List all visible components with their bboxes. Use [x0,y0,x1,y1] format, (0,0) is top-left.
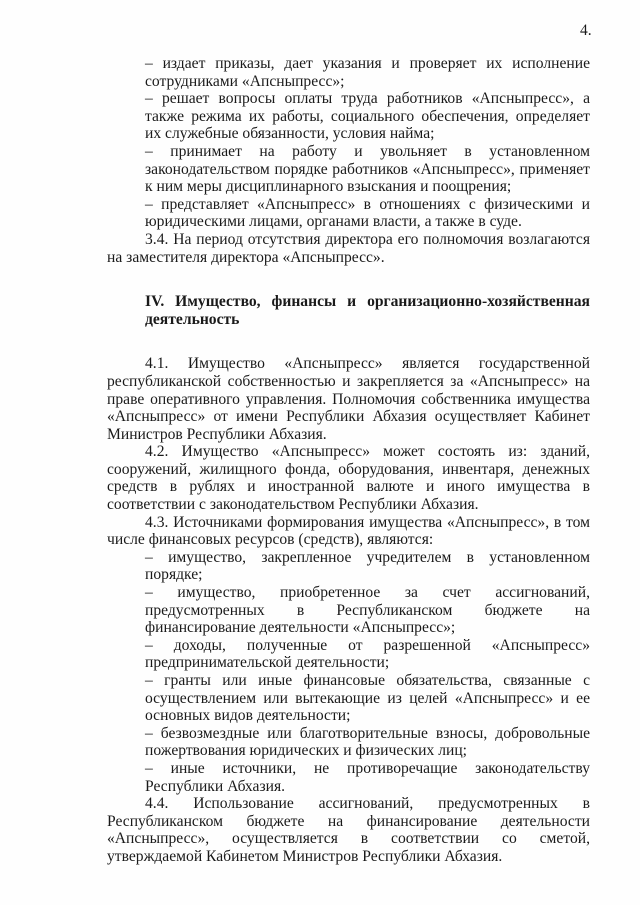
list-item: – принимает на работу и увольняет в установленном законодательством порядке работников «Апсныпресс», применяет к ним меры дисциплинарного взыскания и поощрения; [145,142,590,196]
list-item: – иные источники, не противоречащие законодательству Республики Абхазия. [145,759,590,795]
paragraph-4-4: 4.4. Использование ассигнований, предусмотренных в Республиканском бюджете на финансирование деятельности «Апсныпресс», осуществляется в соответствии со сметой, утверждаемой Кабинетом Министров Республики Абхазия. [107,795,590,865]
list-item: – доходы, полученные от разрешенной «Апсныпресс» предпринимательской деятельности; [145,636,590,672]
list-item: – имущество, приобретенное за счет ассигнований, предусмотренных в Республиканском бюджете на финансирование деятельности «Апсныпресс»; [145,584,590,637]
list-item: – безвозмездные или благотворительные взносы, добровольные пожертвования юридических и физических лиц; [145,724,590,760]
section-heading: IV. Имущество, финансы и организационно-хозяйственная деятельность [145,293,590,328]
paragraph-4-1: 4.1. Имущество «Апсныпресс» является государственной республиканской собственностью и закрепляется за «Апсныпресс» на праве оперативного управления. Полномочия собственника имущества «Апсныпресс» от имени Республики Абхазия осуществляет Кабинет Министров Республики Абхазия. [107,355,590,443]
paragraph-4-3: 4.3. Источниками формирования имущества «Апсныпресс», в том числе финансовых ресурсов (средств), являются: [107,513,590,549]
paragraph-4-2: 4.2. Имущество «Апсныпресс» может состоять из: зданий, сооружений, жилищного фонда, оборудования, инвентаря, денежных средств в рублях и иностранной валюте и иного имущества в соответствии с законодательством Республики Абхазия. [107,443,590,514]
list-item: – издает приказы, дает указания и проверяет их исполнение сотрудниками «Апсныпресс»; [145,55,590,90]
page-number: 4. [580,22,592,39]
list-item: – имущество, закрепленное учредителем в установленном порядке; [145,548,590,584]
list-item: – представляет «Апсныпресс» в отношениях с физическими и юридическими лицами, органами власти, а также в суде. [145,195,590,231]
paragraph-3-4: 3.4. На период отсутствия директора его полномочия возлагаются на заместителя директора «Апсныпресс». [107,230,590,266]
list-item: – решает вопросы оплаты труда работников «Апсныпресс», а также режима их работы, социального обеспечения, определяет их служебные обязанности, условия найма; [145,90,590,143]
list-item: – гранты или иные финансовые обязательства, связанные с осуществлением или вытекающие из целей «Апсныпресс» и ее основных видов деятельности; [145,672,590,725]
document-body [107,55,590,866]
